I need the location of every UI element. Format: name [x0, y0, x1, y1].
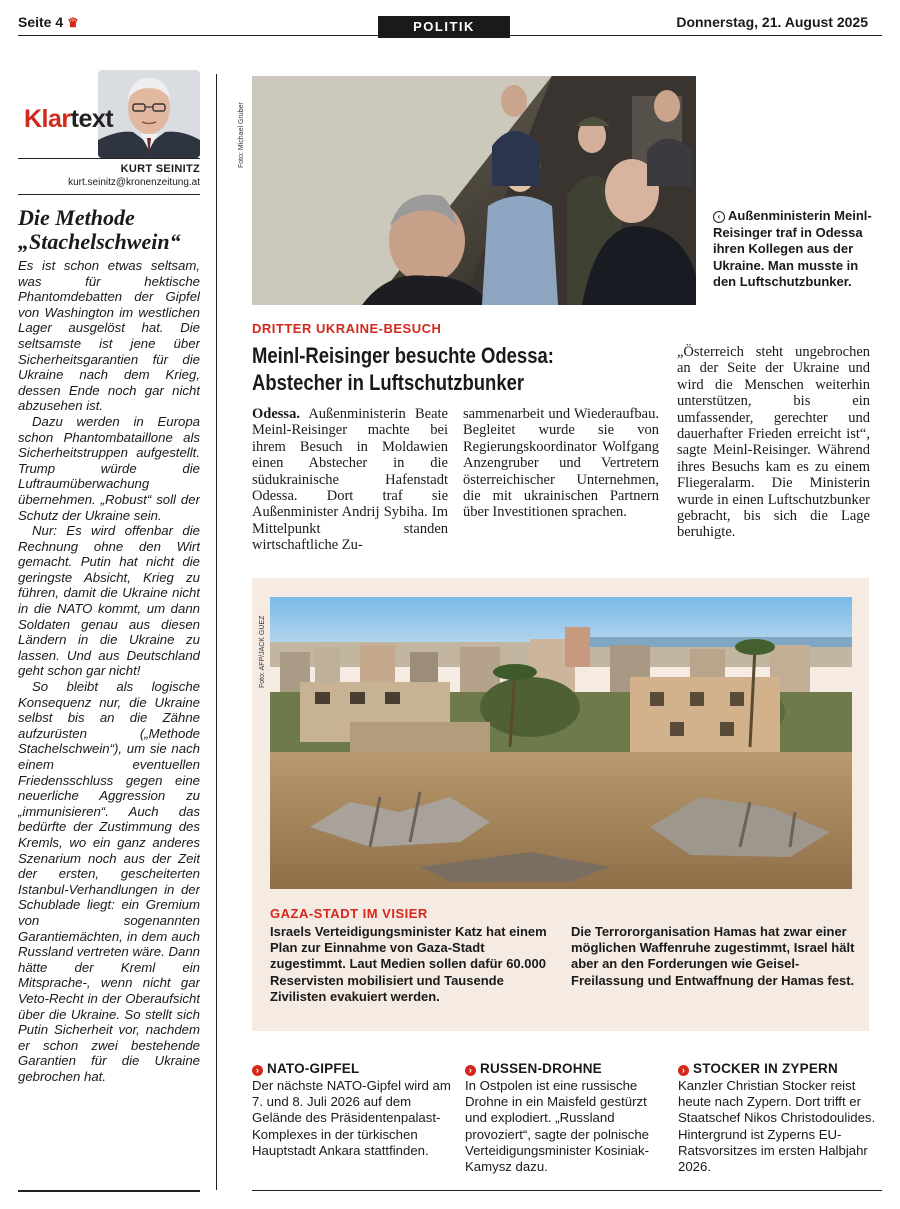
brief-title-text: RUSSEN-DROHNE: [480, 1061, 602, 1076]
column-paragraph: So bleibt als logische Konsequenz nur, die Ukraine selbst bis an die Zähne aufzurüsten („Methode Stachelschwein“), um sie nach einem eventuellen Friedensschluss gegen eine neuerliche Aggression zu „immunisieren“. Auch das bedürfte der Zustimmung des Kremls, wo ein ganz anderes Szenarium noch aus der Zeit der ersten, gescheiterten Istanbul-Verhandlungen in der Schublade liegt: ein Gremium von sogenannten Garantiemächten, in dem auch Russland vertreten wäre. Dann hätte der Kreml ein Mitsprache-, wenn nicht gar Veto-Recht in der Oberaufsicht über die Ukraine. So stellt sich Putin Sicherheit vor, nachdem er schon zwei bestehende Garantien für die Ukraine gebrochen hat.: [18, 679, 200, 1084]
bottom-rule-right: [252, 1190, 882, 1191]
section-label: POLITIK: [378, 16, 510, 38]
photo-credit: Foto: AFP/JACK GUEZ: [259, 615, 266, 688]
bottom-rule-left: [18, 1190, 200, 1192]
brief-title-text: STOCKER IN ZYPERN: [693, 1061, 838, 1076]
article-kicker: DRITTER UKRAINE-BESUCH: [252, 321, 442, 336]
article-column-2: [463, 406, 659, 521]
column-logo: [24, 105, 113, 134]
crown-icon: ♛: [67, 15, 79, 30]
arrow-right-icon: ›: [678, 1065, 689, 1076]
article-text: sammenarbeit und Wiederaufbau. Begleitet wurde sie von Regierungskoordinator Wolfgang Anzengruber und Vertretern österreichischer Unternehmen, die mit ukrainischen Partnern über Investitionen sprachen.: [463, 406, 659, 521]
article-column-3: [677, 344, 870, 541]
gaza-city-photo: [270, 597, 852, 889]
column-title: [18, 206, 208, 254]
column-paragraph: Es ist schon etwas seltsam, was für hektische Phantomdebatten der Gipfel von Washington im westlichen Lager ausgelöst hat. Die seltsamste ist jene über Sicherheitsgarantien für die Ukraine nach dem Krieg, dessen Ende noch gar nicht abzusehen ist.: [18, 258, 200, 414]
article-text: Außenministerin Beate Meinl-Reisinger machte bei ihrem Besuch in Moldawien einen Abstecher in die südukrainische Hafenstadt Odessa. Dort traf sie Außenminister Andrij Sybiha. Im Mittelpunkt standen wirtschaftliche Zu-: [252, 406, 448, 554]
article-text: „Österreich steht ungebrochen an der Seite der Ukraine und wird die Menschen weiterhin unterstützen, bis ein umfassender, gerechter und dauerhafter Frieden erreicht ist“, sagte Meinl-Reisinger. Während ihres Besuchs kam es zu einem Fliegeralarm. Die Ministerin wurde in einen Luftschutzbunker gebracht, bis sich die Lage beruhigte.: [677, 344, 870, 541]
article-headline: [252, 342, 596, 396]
author-rule: [18, 158, 200, 159]
column-paragraph: Dazu werden in Europa schon Phantombataillone als Sicherheitstruppen aufgestellt. Trump würde die Luftraumüberwachung übernehmen. „Robust“ soll der Schutz der Ukraine sein.: [18, 413, 200, 523]
arrow-right-icon: ›: [252, 1065, 263, 1076]
brief-text: Kanzler Christian Stocker reist heute nach Zypern. Dort trifft er Staatschef Nikos Christodoulides. Hintergrund ist Zyperns EU-Ratsvorsitzes im ersten Halbjahr 2026.: [678, 1078, 876, 1175]
author-email: kurt.seinitz@kronenzeitung.at: [68, 177, 200, 188]
page-number: [18, 14, 79, 31]
column-title-line: Die Methode: [18, 205, 135, 230]
page-label: Seite 4: [18, 14, 64, 30]
column-paragraph: Nur: Es wird offenbar die Rechnung ohne den Wirt gemacht. Putin hat nicht die geringste Absicht, Krieg zu führen, damit die Ukraine nicht in die NATO kommt, um dann Soldaten genau aus diesen Ländern in die Ukraine zu lassen. Und aus Deutschland geht schon gar nicht!: [18, 523, 200, 679]
brief-title: [465, 1061, 602, 1076]
gaza-text-1: Israels Verteidigungsminister Katz hat einem Plan zur Einnahme von Gaza-Stadt zugestimmt. Laut Medien sollen dafür 60.000 Reservisten mobilisiert und Tausende Zivilisten evakuiert werden.: [270, 924, 547, 1004]
author-name: KURT SEINITZ: [120, 163, 200, 175]
logo-red-part: Klar: [24, 105, 71, 133]
arrow-right-icon: ›: [465, 1065, 476, 1076]
issue-date: Donnerstag, 21. August 2025: [676, 14, 868, 30]
photo-caption-text: Außenministerin Meinl-Reisinger traf in Odessa ihren Kollegen aus der Ukraine. Man musste in den Luftschutzbunker.: [713, 208, 872, 289]
headline-line: Abstecher in Luftschutzbunker: [252, 370, 525, 395]
logo-dark-part: text: [70, 105, 114, 133]
author-portrait: [98, 70, 200, 158]
gaza-text-2: Die Terrororganisation Hamas hat zwar einer möglichen Waffenruhe zugestimmt, Israel hält aber an den Forderungen wie Geisel-Freilassung und Entwaffnung der Hamas fest.: [571, 924, 855, 988]
author-rule-bottom: [18, 194, 200, 195]
photo-credit: Foto: Michael Gruber: [238, 102, 245, 168]
brief-title: [678, 1061, 838, 1076]
column-body: [18, 258, 200, 1183]
column-title-line: „Stachelschwein“: [18, 229, 181, 254]
brief-text: In Ostpolen ist eine russische Drohne in ein Maisfeld gestürzt und explodiert. „Russland provoziert“, sagte der polnische Verteidigungsminister Kosiniak-Kamysz dazu.: [465, 1078, 649, 1175]
article-column-1: [252, 406, 448, 554]
brief-text: Der nächste NATO-Gipfel wird am 7. und 8. Juli 2026 auf dem Gelände des Präsidentenpalast-Komplexes in der türkischen Hauptstadt Ankara stattfinden.: [252, 1078, 451, 1158]
chevron-left-icon: ‹: [713, 211, 725, 223]
gaza-kicker: GAZA-STADT IM VISIER: [270, 906, 428, 921]
brief-title-text: NATO-GIPFEL: [267, 1061, 360, 1076]
odessa-meeting-photo: [252, 76, 696, 305]
column-divider: [216, 74, 217, 1190]
brief-title: [252, 1061, 359, 1076]
photo-caption: [713, 208, 873, 291]
dateline: Odessa.: [252, 406, 300, 422]
headline-line: Meinl-Reisinger besuchte Odessa:: [252, 343, 554, 368]
